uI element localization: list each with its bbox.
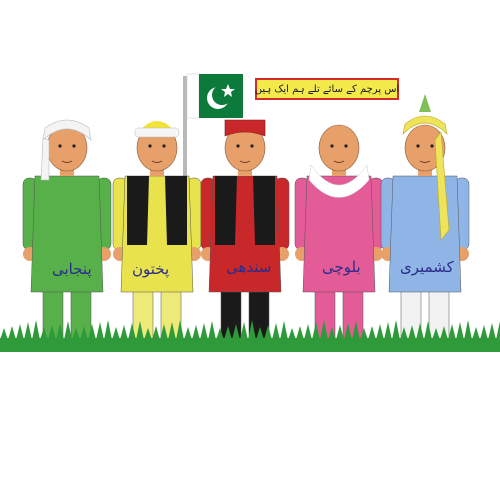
figure-left-eye (416, 144, 419, 147)
figure-vest-right (165, 176, 187, 245)
figure-left-eye (58, 144, 61, 147)
figure-3 (295, 125, 383, 340)
slogan-banner: اس پرچم کے سائے تلے ہم ایک ہیں (255, 78, 399, 100)
figure-turban-crest (419, 94, 431, 112)
label-punjabi: پنجابی (52, 260, 92, 278)
figure-left-eye (148, 144, 151, 147)
figure-0 (23, 120, 111, 340)
figure-vest-left (127, 176, 149, 245)
figures-group (23, 94, 469, 340)
figure-left-eye (330, 144, 333, 147)
figure-turban-tail (41, 138, 49, 180)
figure-cap-band (135, 128, 179, 137)
figure-left-leg (133, 285, 153, 340)
flag-pole (183, 76, 187, 186)
figure-right-leg (71, 285, 91, 340)
figure-left-leg (221, 285, 241, 340)
figure-right-eye (344, 144, 347, 147)
figure-right-eye (162, 144, 165, 147)
figure-2 (201, 120, 289, 340)
figure-right-eye (72, 144, 75, 147)
label-sindhi: سندھی (226, 258, 272, 276)
figure-right-eye (430, 144, 433, 147)
label-pakhtun: پختون (132, 260, 170, 278)
flag-white-band (187, 74, 199, 118)
figure-right-eye (250, 144, 253, 147)
figure-1 (113, 121, 201, 340)
figure-4 (381, 94, 469, 340)
figure-vest-right (253, 176, 275, 245)
label-kashmiri: کشمیری (400, 258, 454, 276)
figure-left-eye (236, 144, 239, 147)
label-balochi: بلوچی (322, 258, 361, 276)
figure-vest-left (215, 176, 237, 245)
figure-head (319, 125, 359, 171)
figure-right-leg (429, 285, 449, 340)
